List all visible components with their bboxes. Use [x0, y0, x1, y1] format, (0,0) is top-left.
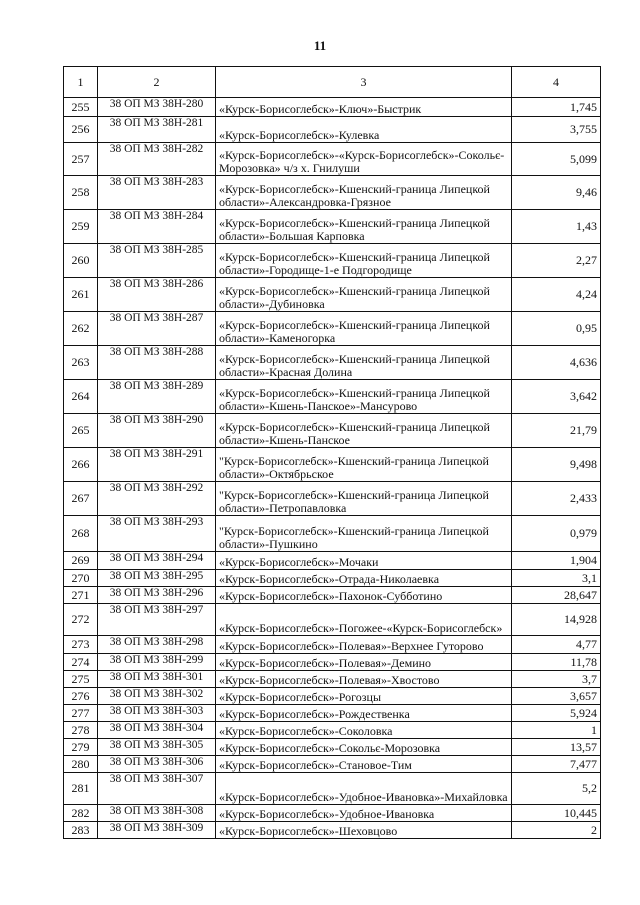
road-name: «Курск-Борисоглебск»-Кшенский-граница Липецкой области»-Каменогорка — [216, 312, 512, 346]
road-length: 7,477 — [512, 756, 601, 773]
header-col-3: 3 — [216, 67, 512, 98]
road-length: 11,78 — [512, 654, 601, 671]
road-code: 38 ОП МЗ 38Н-281 — [98, 117, 216, 143]
road-length: 3,1 — [512, 570, 601, 587]
road-length: 3,755 — [512, 117, 601, 143]
road-code: 38 ОП МЗ 38Н-294 — [98, 552, 216, 570]
road-code: 38 ОП МЗ 38Н-291 — [98, 448, 216, 482]
road-name: "Курск-Борисоглебск»-Кшенский-граница Липецкой области»-Октябрьское — [216, 448, 512, 482]
road-name: «Курск-Борисоглебск»-Соколовка — [216, 722, 512, 739]
row-number: 277 — [64, 705, 98, 722]
road-code: 38 ОП МЗ 38Н-298 — [98, 636, 216, 654]
road-name: «Курск-Борисоглебск»-Мочаки — [216, 552, 512, 570]
row-number: 267 — [64, 482, 98, 516]
table-row — [64, 822, 601, 839]
header-col-4: 4 — [512, 67, 601, 98]
row-number: 256 — [64, 117, 98, 143]
road-code: 38 ОП МЗ 38Н-301 — [98, 671, 216, 688]
road-name: "Курск-Борисоглебск»-Кшенский-граница Липецкой области»-Пушкино — [216, 516, 512, 552]
road-code: 38 ОП МЗ 38Н-280 — [98, 98, 216, 117]
row-number: 271 — [64, 587, 98, 604]
row-number: 264 — [64, 380, 98, 414]
table-row — [64, 773, 601, 805]
road-code: 38 ОП МЗ 38Н-308 — [98, 805, 216, 822]
road-code: 38 ОП МЗ 38Н-305 — [98, 739, 216, 756]
row-number: 282 — [64, 805, 98, 822]
road-code: 38 ОП МЗ 38Н-282 — [98, 143, 216, 176]
road-length: 1,745 — [512, 98, 601, 117]
road-name: «Курск-Борисоглебск»-Удобное-Ивановка — [216, 805, 512, 822]
road-length: 3,7 — [512, 671, 601, 688]
table-row — [64, 176, 601, 210]
road-name: «Курск-Борисоглебск»-Рождественка — [216, 705, 512, 722]
road-length: 5,2 — [512, 773, 601, 805]
table-row — [64, 587, 601, 604]
road-name: «Курск-Борисоглебск»-Кшенский-граница Липецкой области»-Дубиновка — [216, 278, 512, 312]
row-number: 273 — [64, 636, 98, 654]
road-code: 38 ОП МЗ 38Н-304 — [98, 722, 216, 739]
road-name: «Курск-Борисоглебск»-Удобное-Ивановка»-Михайловка — [216, 773, 512, 805]
road-name: «Курск-Борисоглебск»-Сокольє-Морозовка — [216, 739, 512, 756]
table-row — [64, 312, 601, 346]
road-length: 21,79 — [512, 414, 601, 448]
road-code: 38 ОП МЗ 38Н-295 — [98, 570, 216, 587]
road-length: 4,636 — [512, 346, 601, 380]
table-row — [64, 636, 601, 654]
table-row — [64, 278, 601, 312]
road-code: 38 ОП МЗ 38Н-309 — [98, 822, 216, 839]
table-row — [64, 516, 601, 552]
road-length: 1,904 — [512, 552, 601, 570]
road-code: 38 ОП МЗ 38Н-285 — [98, 244, 216, 278]
road-code: 38 ОП МЗ 38Н-302 — [98, 688, 216, 705]
table-row — [64, 805, 601, 822]
row-number: 266 — [64, 448, 98, 482]
road-name: «Курск-Борисоглебск»-Кшенский-граница Липецкой области»-Александровка-Грязное — [216, 176, 512, 210]
row-number: 272 — [64, 604, 98, 636]
road-name: «Курск-Борисоглебск»-Рогозцы — [216, 688, 512, 705]
row-number: 262 — [64, 312, 98, 346]
row-number: 275 — [64, 671, 98, 688]
road-name: «Курск-Борисоглебск»-Полевая»-Хвостово — [216, 671, 512, 688]
row-number: 283 — [64, 822, 98, 839]
road-length: 1,43 — [512, 210, 601, 244]
road-name: «Курск-Борисоглебск»-Кшенский-граница Липецкой области»-Городище-1-е Подгородище — [216, 244, 512, 278]
row-number: 270 — [64, 570, 98, 587]
row-number: 269 — [64, 552, 98, 570]
road-name: «Курск-Борисоглебск»-Полевая»-Верхнее Гуторово — [216, 636, 512, 654]
row-number: 274 — [64, 654, 98, 671]
road-name: «Курск-Борисоглебск»-Пахонок-Субботино — [216, 587, 512, 604]
row-number: 268 — [64, 516, 98, 552]
road-length: 2,27 — [512, 244, 601, 278]
table-row — [64, 143, 601, 176]
header-col-1: 1 — [64, 67, 98, 98]
road-code: 38 ОП МЗ 38Н-287 — [98, 312, 216, 346]
road-length: 5,924 — [512, 705, 601, 722]
page-number: 11 — [313, 38, 327, 53]
table-row — [64, 570, 601, 587]
road-length: 9,46 — [512, 176, 601, 210]
table-row — [64, 346, 601, 380]
row-number: 265 — [64, 414, 98, 448]
road-name: «Курск-Борисоглебск»-Ключ»-Быстрик — [216, 98, 512, 117]
road-length: 4,24 — [512, 278, 601, 312]
row-number: 280 — [64, 756, 98, 773]
table-row — [64, 448, 601, 482]
table-header — [64, 67, 601, 98]
road-length: 0,95 — [512, 312, 601, 346]
table-row — [64, 482, 601, 516]
road-name: «Курск-Борисоглебск»-Кшенский-граница Липецкой области»-Красная Долина — [216, 346, 512, 380]
road-code: 38 ОП МЗ 38Н-283 — [98, 176, 216, 210]
row-number: 255 — [64, 98, 98, 117]
road-name: «Курск-Борисоглебск»-«Курск-Борисоглебск»-Сокольє-Морозовка» ч/з х. Гнилуши — [216, 143, 512, 176]
road-code: 38 ОП МЗ 38Н-284 — [98, 210, 216, 244]
table-row — [64, 98, 601, 117]
road-name: «Курск-Борисоглебск»-Становое-Тим — [216, 756, 512, 773]
road-code: 38 ОП МЗ 38Н-307 — [98, 773, 216, 805]
table-row — [64, 671, 601, 688]
row-number: 281 — [64, 773, 98, 805]
road-code: 38 ОП МЗ 38Н-306 — [98, 756, 216, 773]
row-number: 258 — [64, 176, 98, 210]
road-length: 13,57 — [512, 739, 601, 756]
table-row — [64, 552, 601, 570]
road-code: 38 ОП МЗ 38Н-289 — [98, 380, 216, 414]
row-number: 260 — [64, 244, 98, 278]
road-length: 1 — [512, 722, 601, 739]
table-row — [64, 705, 601, 722]
road-length: 2 — [512, 822, 601, 839]
road-code: 38 ОП МЗ 38Н-286 — [98, 278, 216, 312]
road-code: 38 ОП МЗ 38Н-290 — [98, 414, 216, 448]
road-length: 10,445 — [512, 805, 601, 822]
road-name: "Курск-Борисоглебск»-Кшенский-граница Липецкой области»-Петропавловка — [216, 482, 512, 516]
row-number: 278 — [64, 722, 98, 739]
table-row — [64, 244, 601, 278]
row-number: 279 — [64, 739, 98, 756]
road-code: 38 ОП МЗ 38Н-303 — [98, 705, 216, 722]
row-number: 259 — [64, 210, 98, 244]
road-code: 38 ОП МЗ 38Н-293 — [98, 516, 216, 552]
road-name: «Курск-Борисоглебск»-Кшенский-граница Липецкой области»-Кшень-Панское — [216, 414, 512, 448]
road-length: 2,433 — [512, 482, 601, 516]
table-row — [64, 604, 601, 636]
road-name: «Курск-Борисоглебск»-Погожее-«Курск-Борисоглебск» — [216, 604, 512, 636]
road-name: «Курск-Борисоглебск»-Шеховцово — [216, 822, 512, 839]
road-name: «Курск-Борисоглебск»-Кшенский-граница Липецкой области»-Кшень-Панское»-Мансурово — [216, 380, 512, 414]
header-col-2: 2 — [98, 67, 216, 98]
table-row — [64, 414, 601, 448]
table-row — [64, 210, 601, 244]
table-body — [64, 98, 601, 839]
road-name: «Курск-Борисоглебск»-Полевая»-Демино — [216, 654, 512, 671]
table-row — [64, 722, 601, 739]
road-code: 38 ОП МЗ 38Н-288 — [98, 346, 216, 380]
road-length: 9,498 — [512, 448, 601, 482]
table-row — [64, 380, 601, 414]
table-row — [64, 654, 601, 671]
road-code: 38 ОП МЗ 38Н-296 — [98, 587, 216, 604]
road-code: 38 ОП МЗ 38Н-297 — [98, 604, 216, 636]
road-code: 38 ОП МЗ 38Н-299 — [98, 654, 216, 671]
row-number: 261 — [64, 278, 98, 312]
row-number: 276 — [64, 688, 98, 705]
table-row — [64, 756, 601, 773]
row-number: 263 — [64, 346, 98, 380]
road-length: 0,979 — [512, 516, 601, 552]
table-row — [64, 739, 601, 756]
road-code: 38 ОП МЗ 38Н-292 — [98, 482, 216, 516]
roads-table — [63, 66, 601, 839]
header-row — [64, 67, 601, 98]
road-name: «Курск-Борисоглебск»-Отрада-Николаевка — [216, 570, 512, 587]
road-length: 3,657 — [512, 688, 601, 705]
road-length: 3,642 — [512, 380, 601, 414]
road-length: 4,77 — [512, 636, 601, 654]
table-row — [64, 117, 601, 143]
road-length: 5,099 — [512, 143, 601, 176]
row-number: 257 — [64, 143, 98, 176]
road-name: «Курск-Борисоглебск»-Кшенский-граница Липецкой области»-Большая Карповка — [216, 210, 512, 244]
road-name: «Курск-Борисоглебск»-Кулевка — [216, 117, 512, 143]
road-length: 14,928 — [512, 604, 601, 636]
table-row — [64, 688, 601, 705]
road-length: 28,647 — [512, 587, 601, 604]
